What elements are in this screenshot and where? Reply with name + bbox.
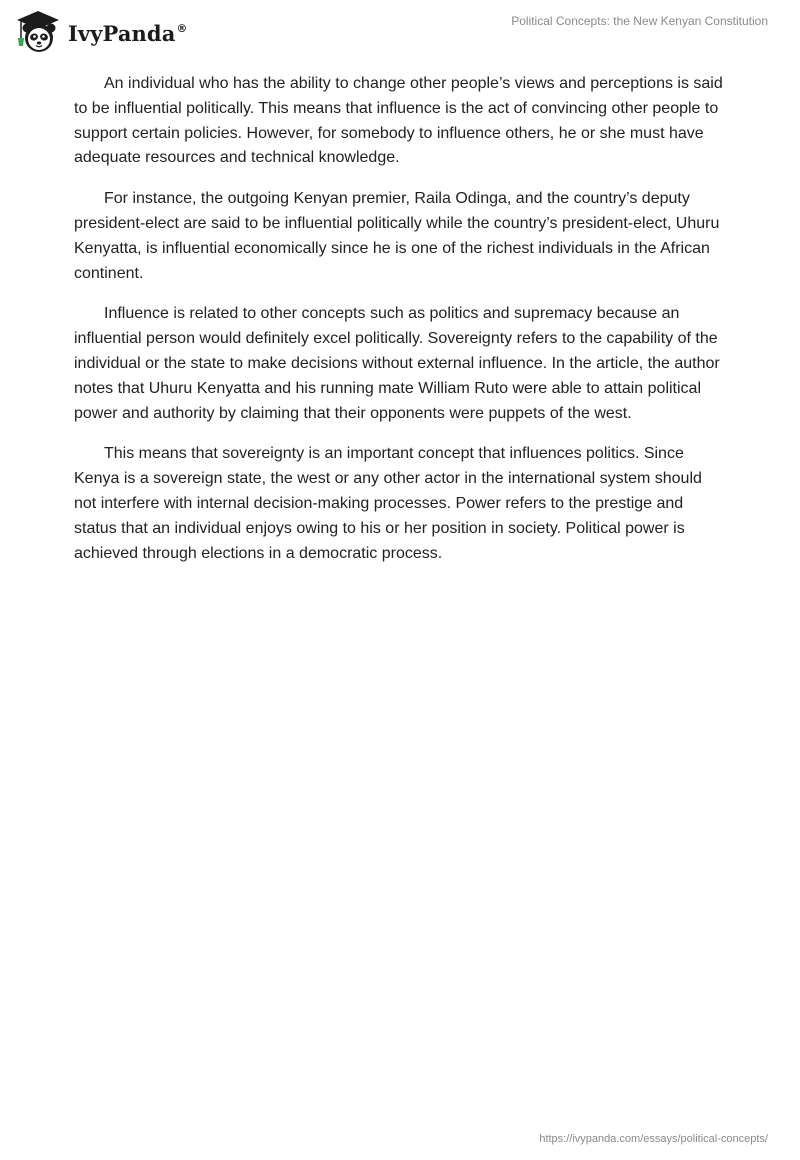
paragraph-1: An individual who has the ability to change other people’s views and perceptions is said to be influential politically. This means that influence is the act of convincing other people to support certain policies. However, for somebody to influence others, he or she must have adequate resources and technical knowledge. [74, 75, 723, 167]
panda-graduation-cap-icon [14, 8, 62, 56]
paragraph-2: For instance, the outgoing Kenyan premier, Raila Odinga, and the country’s deputy president-elect are said to be influential politically while the country’s president-elect, Uhuru Kenyatta, is influential economically since he is one of the richest individuals in the African continent. [74, 190, 720, 282]
paragraph-4: This means that sovereignty is an important concept that influences politics. Since Kenya is a sovereign state, the west or any other actor in the international system should not interfere with internal decision-making processes. Power refers to the prestige and status that an individual enjoys owing to his or her position in society. Political power is achieved through elections in a democratic process. [74, 445, 702, 562]
page-header [0, 0, 800, 64]
brand-logo[interactable] [14, 8, 188, 56]
document-title: Political Concepts: the New Kenyan Constitution [511, 14, 768, 28]
brand-name: IvyPanda® [68, 20, 188, 46]
source-url[interactable]: https://ivypanda.com/essays/political-concepts/ [539, 1133, 768, 1145]
registered-mark: ® [176, 21, 188, 35]
essay-body [74, 72, 726, 582]
paragraph-3: Influence is related to other concepts such as politics and supremacy because an influential person would definitely excel politically. Sovereignty refers to the capability of the individual or the state to make decisions without external influence. In the article, the author notes that Uhuru Kenyatta and his running mate William Ruto were able to attain political power and authority by claiming that their opponents were puppets of the west. [74, 305, 720, 422]
